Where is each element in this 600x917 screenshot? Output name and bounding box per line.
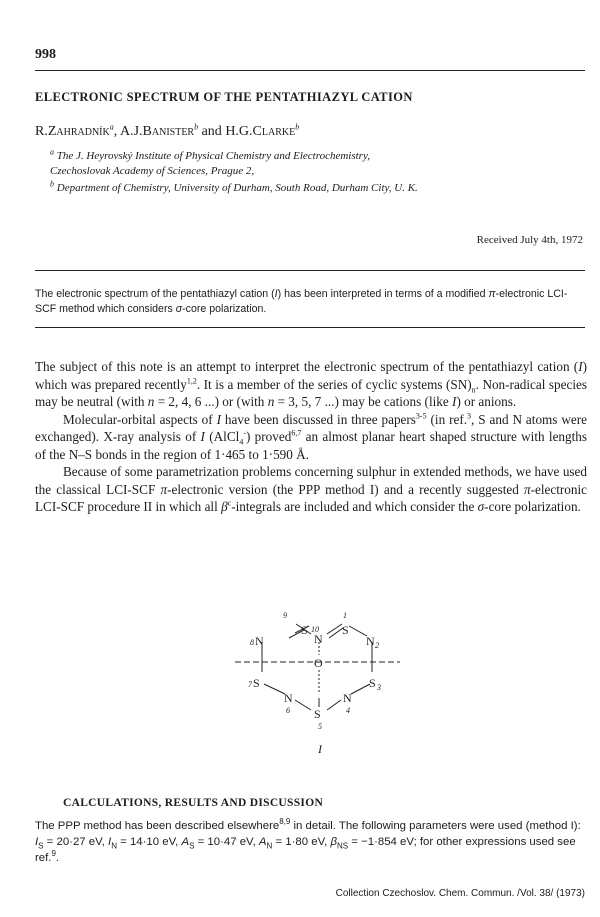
atom-number: 6	[286, 706, 290, 715]
p3-sup: c	[227, 498, 232, 508]
p1-compound: I	[578, 359, 583, 374]
calc-value: = 1·80 eV,	[272, 836, 331, 848]
author-1-surname: Zahradník	[47, 124, 110, 139]
calc-text: in detail. The following parameters were used (method I):	[290, 820, 581, 832]
compound-label: I	[318, 742, 322, 756]
p3-text: Because of some parametrization problems concerning sulphur in extended methods, we have used the classical LCI-SCF	[35, 464, 587, 497]
atom-number: 8	[250, 638, 254, 647]
p3-sigma: σ	[477, 499, 485, 514]
calculation-paragraph	[35, 818, 587, 866]
bond	[349, 626, 367, 636]
calc-ref: 9	[51, 849, 56, 859]
author-3-initials: H.G.	[225, 124, 253, 139]
atom-number: 9	[283, 612, 287, 620]
atom-n10: N	[314, 632, 323, 646]
p2-ref: 3	[467, 411, 472, 421]
bond	[327, 700, 341, 710]
p1-text: = 3, 5, 7 ...) may be cations (like	[274, 394, 453, 409]
abstract-text: ) has been interpreted in terms of a modified	[277, 288, 489, 300]
p2-text: (AlCl	[204, 429, 240, 444]
p3-text: -electronic LCI-SCF procedure II in which all	[35, 481, 587, 514]
article-title: ELECTRONIC SPECTRUM OF THE PENTATHIAZYL CATION	[35, 90, 413, 104]
calc-sub: N	[266, 841, 273, 851]
p1-text: ) which was prepared recently	[35, 359, 587, 392]
affiliation-a-mark: a	[50, 147, 54, 157]
abstract-rule-top	[35, 270, 585, 271]
calc-value: = −1·854 eV; for other expressions used see ref.	[35, 836, 576, 864]
calc-text: The PPP method has been described elsewhere	[35, 820, 280, 832]
atom-number: 7	[248, 680, 252, 689]
calc-symbol: A	[181, 836, 190, 848]
bond	[351, 684, 370, 694]
calc-ref: 8,9	[279, 817, 291, 827]
molecule-structure-diagram	[215, 612, 415, 747]
section-heading: CALCULATIONS, RESULTS AND DISCUSSION	[63, 797, 324, 809]
p2-text: ) proved	[245, 429, 292, 444]
affiliation-b-line1: Department of Chemistry, University of Durham, South Road, Durham City, U. K.	[54, 182, 418, 194]
calc-value: = 14·10 eV,	[116, 836, 182, 848]
p2-text: (in ref.	[426, 411, 468, 427]
calc-symbol: I	[35, 836, 39, 848]
p1-compound: I	[452, 394, 457, 409]
affiliation-b-mark: b	[50, 179, 54, 189]
p2-compound: I	[216, 411, 221, 427]
p2-text: , S and N atoms were exchanged). X-ray analysis of	[35, 411, 587, 444]
author-2-mark: b	[194, 122, 199, 132]
abstract-sigma: σ	[175, 303, 183, 315]
bond	[295, 700, 311, 710]
p2-text: Molecular-orbital aspects of	[63, 411, 217, 427]
p1-ref: 1,2	[186, 376, 197, 386]
calc-symbol: β	[330, 836, 337, 848]
author-3-mark: b	[295, 122, 300, 132]
p2-ref: 6,7	[291, 428, 302, 438]
p1-text: = 2, 4, 6 ...) or (with	[154, 394, 268, 409]
p1-text: . Non-radical species may be neutral (with	[35, 376, 588, 409]
calc-text: .	[55, 852, 60, 864]
abstract-pi: π	[488, 288, 496, 300]
atom-number: 5	[318, 722, 322, 731]
p2-text: have been discussed in three papers	[221, 411, 416, 427]
p2-sup: -	[243, 428, 246, 438]
page-number: 998	[35, 47, 56, 62]
author-2-initials: A.J.	[119, 124, 143, 139]
calc-sub: S	[189, 841, 195, 851]
author-sep-1: ,	[113, 124, 120, 139]
atom-number: 4	[346, 706, 350, 715]
paragraph-3	[35, 463, 587, 516]
p2-sub: 4	[239, 437, 244, 447]
p2-compound: I	[200, 429, 205, 444]
author-2-surname: Banister	[142, 124, 195, 139]
paragraph-1	[35, 358, 587, 411]
journal-footer: Collection Czechoslov. Chem. Commun. /Vol. 38/ (1973)	[335, 888, 585, 899]
p3-text: -integrals are included and which consider the	[231, 499, 478, 514]
p1-n: n	[267, 394, 275, 409]
p3-pi: π	[524, 481, 531, 497]
p3-text: -core polarization.	[484, 499, 581, 514]
atom-s3: S	[369, 676, 376, 690]
atom-n4: N	[343, 691, 352, 705]
atom-number: 2	[375, 641, 379, 650]
calc-sub: N	[111, 841, 117, 851]
p3-beta: β	[221, 499, 228, 514]
atom-n8: N	[255, 634, 264, 648]
p1-text: The subject of this note is an attempt to interpret the electronic spectrum of the pentathiazyl cation (	[35, 359, 579, 374]
received-date: Received July 4th, 1972	[476, 234, 583, 246]
p3-pi: π	[160, 481, 168, 497]
abstract-text: -core polarization.	[182, 303, 267, 315]
atom-n6: N	[284, 691, 293, 705]
abstract-compound: I	[274, 288, 278, 300]
abstract-text: -electronic LCI-SCF method which considers	[35, 288, 568, 315]
p2-ref: 3-5	[415, 411, 427, 421]
affiliation-a-line2: Czechoslovak Academy of Sciences, Prague 2,	[50, 165, 255, 177]
atom-number: 10	[311, 625, 319, 634]
atom-s9: S	[301, 623, 308, 637]
atom-number: 3	[377, 683, 381, 692]
atom-center: O	[314, 656, 323, 670]
calc-symbol: A	[258, 836, 267, 848]
atom-n2: N	[366, 634, 375, 648]
bond	[264, 684, 285, 694]
calc-sub: S	[38, 841, 44, 851]
molecule-svg	[215, 612, 415, 747]
abstract-text: The electronic spectrum of the pentathiazyl cation (	[35, 288, 275, 300]
calc-symbol: I	[108, 836, 112, 848]
authors	[35, 124, 299, 140]
author-1-initials: R.	[35, 124, 48, 139]
affiliation-b	[50, 181, 418, 196]
atom-s5: S	[314, 707, 321, 721]
header-rule	[35, 70, 585, 71]
atom-s1: S	[342, 623, 349, 637]
calc-value: = 10·47 eV,	[194, 836, 259, 848]
p2-text: an almost planar heart shaped structure with lengths of the N–S bonds in the region of 1·465 to 1·590 Å.	[35, 429, 588, 462]
bond	[327, 624, 342, 634]
paragraph-2	[35, 411, 587, 464]
author-sep-2: and	[198, 124, 226, 139]
calc-sub: NS	[337, 841, 349, 851]
p1-text: . It is a member of the series of cyclic systems (SN)	[196, 376, 472, 392]
affiliation-a-line1: The J. Heyrovský Institute of Physical Chemistry and Electrochemistry,	[54, 150, 370, 162]
body-text	[35, 358, 587, 516]
calc-value: = 20·27 eV,	[43, 836, 109, 848]
affiliation-a	[50, 149, 370, 179]
p3-text: -electronic version (the PPP method I) and a recently suggested	[167, 481, 524, 497]
author-3-surname: Clarke	[252, 124, 296, 139]
p1-text: ) or anions.	[456, 394, 517, 409]
atom-s7: S	[253, 676, 260, 690]
p1-sub: n	[471, 385, 476, 395]
abstract-rule-bottom	[35, 327, 585, 328]
abstract	[35, 287, 585, 317]
bond	[329, 628, 343, 638]
p1-n: n	[147, 394, 155, 409]
author-1-mark: a	[109, 122, 114, 132]
atom-number: 1	[343, 612, 347, 620]
